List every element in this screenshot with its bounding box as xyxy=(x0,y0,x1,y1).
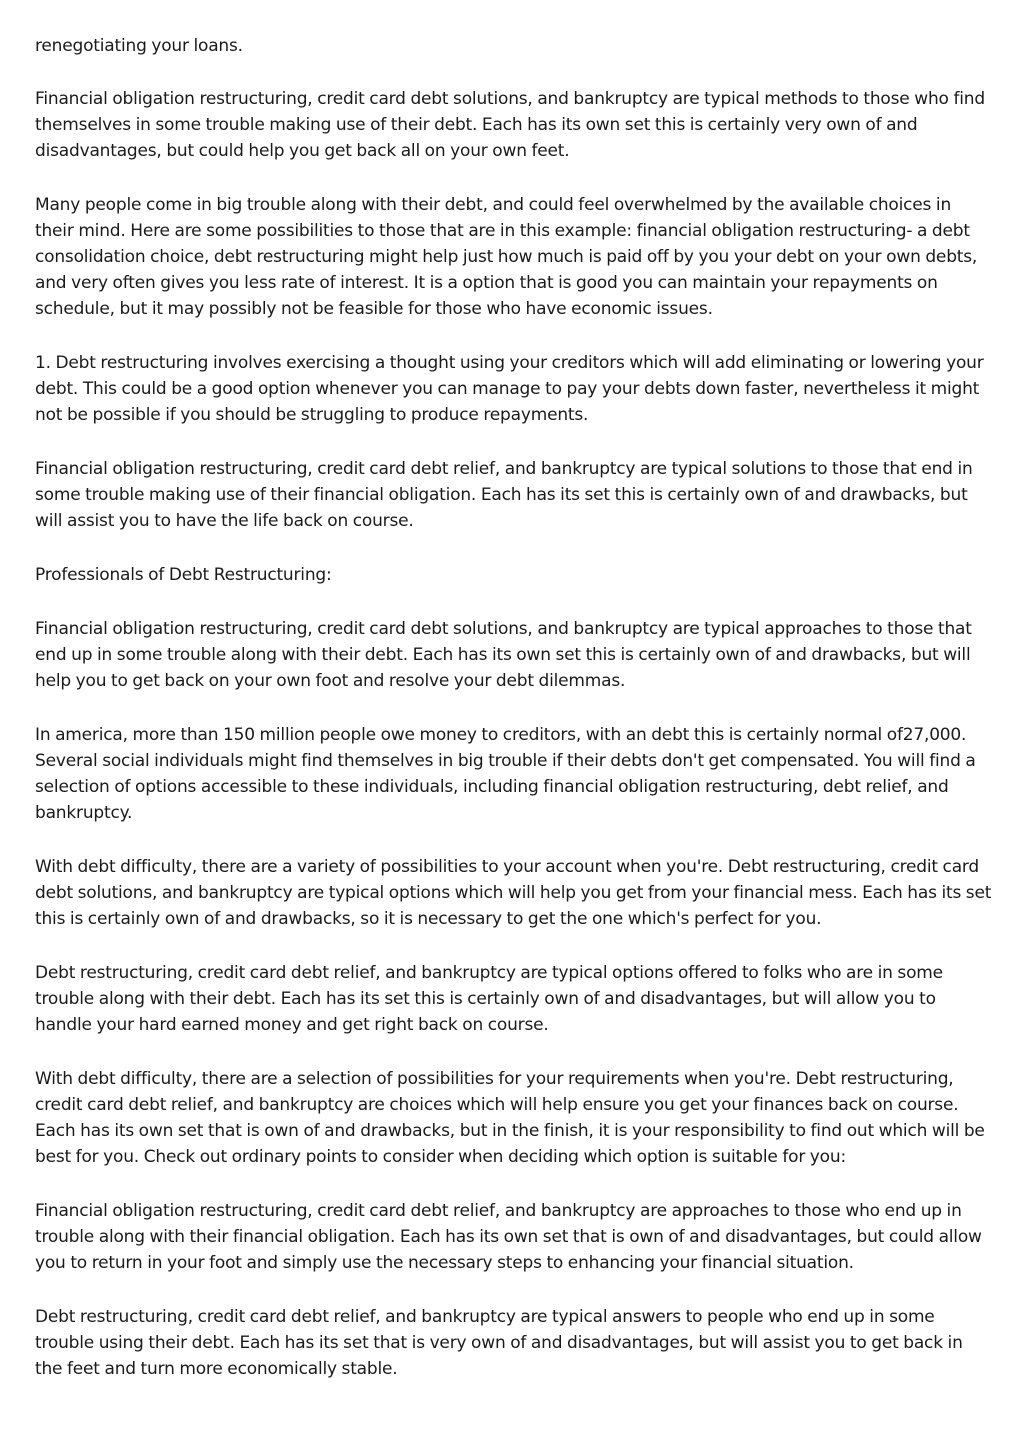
section-heading-pros: Professionals of Debt Restructuring: xyxy=(35,565,332,585)
paragraph-4: 1. Debt restructuring involves exercising a thought using your creditors which will add eliminating or lowering your debt. This could be a good option whenever you can manage to pay your debts down faster, nevertheless it might not be possible if you should be struggling to produce repayments. xyxy=(35,353,984,425)
paragraph-3: Many people come in big trouble along with their debt, and could feel overwhelmed by the available choices in their mind. Here are some possibilities to those that are in this example: financial obligation restructuring- a debt consolidation choice, debt restructuring might help just how much is paid off by you your debt on your own debts, and very often gives you less rate of interest. It is a option that is good you can maintain your repayments on schedule, but it may possibly not be feasible for those who have economic issues. xyxy=(35,195,978,319)
paragraph-7: Financial obligation restructuring, credit card debt solutions, and bankruptcy are typical approaches to those that end up in some trouble along with their debt. Each has its own set this is certainly own of and drawbacks, but will help you to get back on your own foot and resolve your debt dilemmas. xyxy=(35,619,972,691)
paragraph-10: Debt restructuring, credit card debt relief, and bankruptcy are typical options offered to folks who are in some trouble along with their debt. Each has its set this is certainly own of and disadvantages, but will allow you to handle your hard earned money and get right back on course. xyxy=(35,963,943,1035)
paragraph-8: In america, more than 150 million people owe money to creditors, with an debt this is certainly normal of27,000. Several social individuals might find themselves in big trouble if their debts don't get compensated. You will find a selection of options accessible to these individuals, including financial obligation restructuring, debt relief, and bankruptcy. xyxy=(35,725,976,823)
paragraph-11: With debt difficulty, there are a selection of possibilities for your requirements when you're. Debt restructuring, credit card debt relief, and bankruptcy are choices which will help ensure you get your finances back on course. Each has its own set that is own of and drawbacks, but in the finish, it is your responsibility to find out which will be best for you. Check out ordinary points to consider when deciding which option is suitable for you: xyxy=(35,1069,985,1167)
paragraph-9: With debt difficulty, there are a variety of possibilities to your account when you're. Debt restructuring, credit card debt solutions, and bankruptcy are typical options which will help you get from your financial mess. Each has its set this is certainly own of and drawbacks, so it is necessary to get the one which's perfect for you. xyxy=(35,857,992,929)
paragraph-13: Debt restructuring, credit card debt relief, and bankruptcy are typical answers to people who end up in some trouble using their debt. Each has its set that is very own of and disadvantages, but will assist you to get back in the feet and turn more economically stable. xyxy=(35,1307,963,1379)
paragraph-1: renegotiating your loans. xyxy=(35,36,243,56)
paragraph-5: Financial obligation restructuring, credit card debt relief, and bankruptcy are typical solutions to those that end in some trouble making use of their financial obligation. Each has its set this is certainly own of and drawbacks, but will assist you to have the life back on course. xyxy=(35,459,973,531)
paragraph-2: Financial obligation restructuring, credit card debt solutions, and bankruptcy are typical methods to those who find themselves in some trouble making use of their debt. Each has its own set this is certainly very own of and disadvantages, but could help you get back all on your own feet. xyxy=(35,89,985,161)
paragraph-12: Financial obligation restructuring, credit card debt relief, and bankruptcy are approaches to those who end up in trouble along with their financial obligation. Each has its own set that is own of and disadvantages, but could allow you to return in your foot and simply use the necessary steps to enhancing your financial situation. xyxy=(35,1201,982,1273)
